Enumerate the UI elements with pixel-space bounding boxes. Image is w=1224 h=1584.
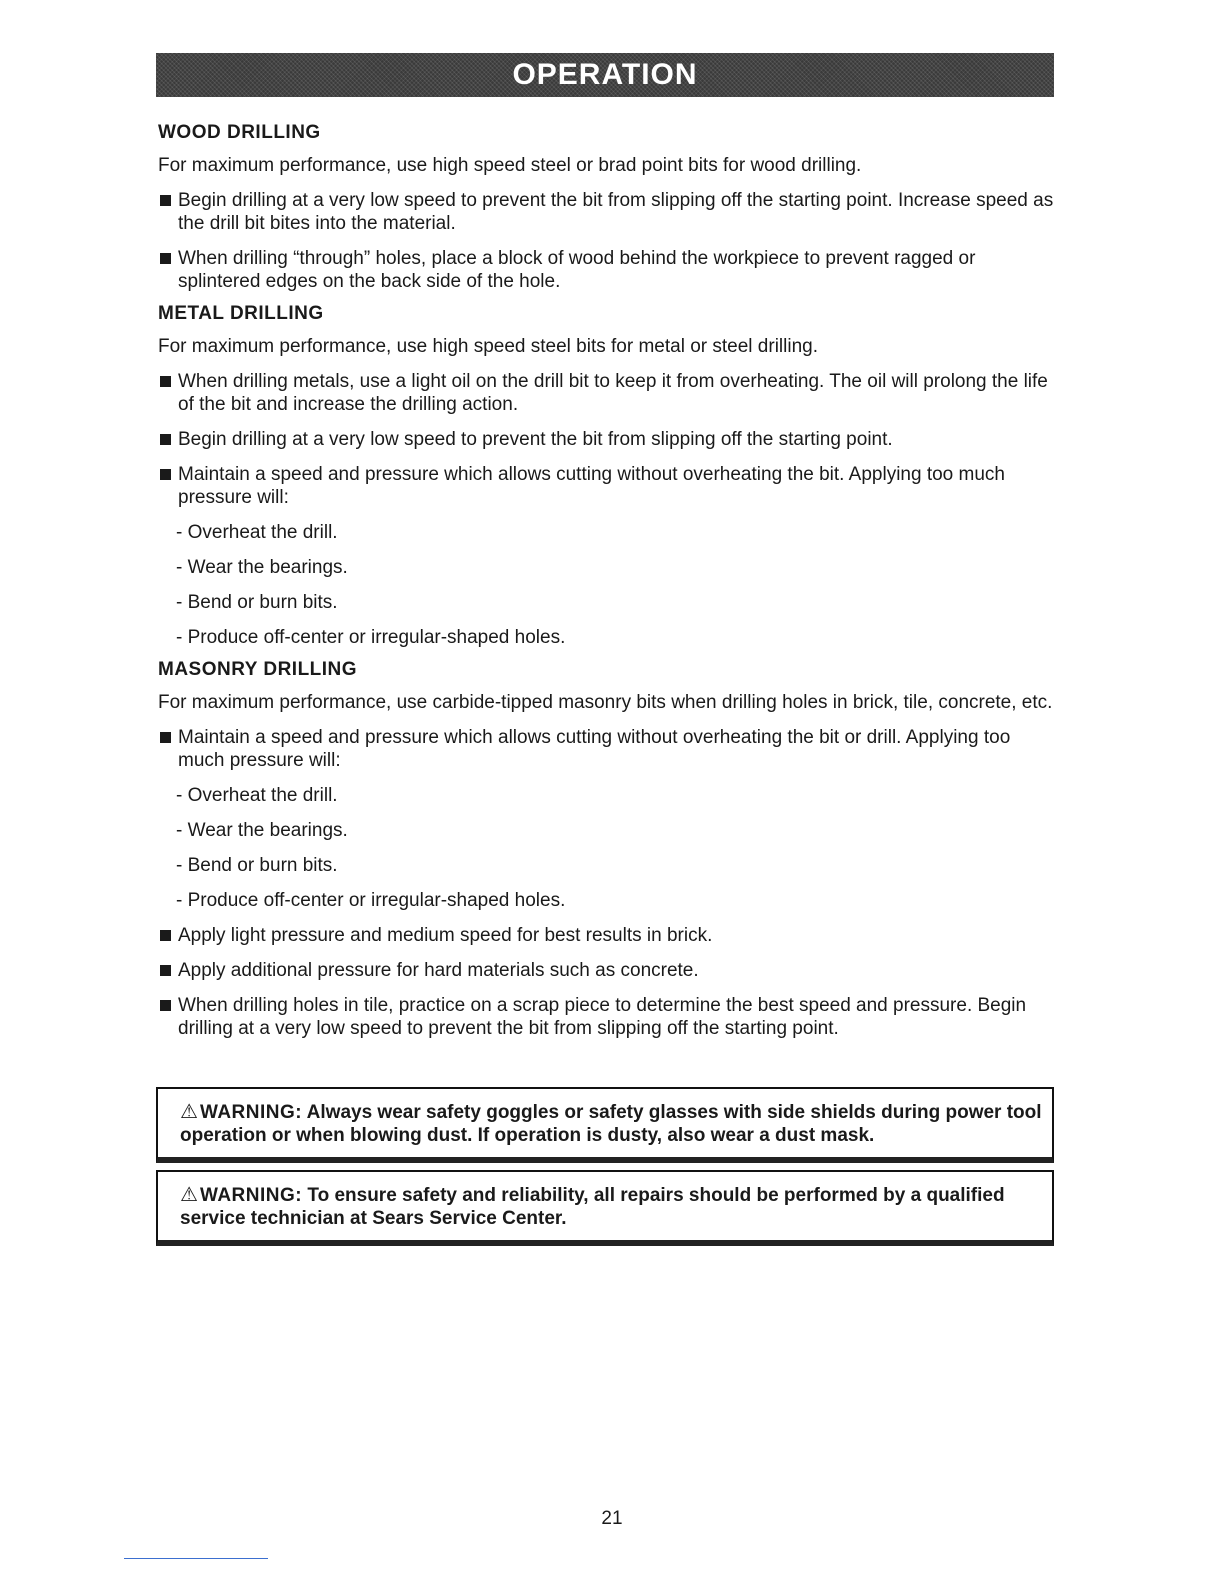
sub-item: - Overheat the drill. — [176, 522, 338, 543]
section-intro-wood: For maximum performance, use high speed steel or brad point bits for wood drilling. — [158, 155, 862, 176]
warning-triangle-icon: ⚠ — [180, 1184, 198, 1206]
bullet-list-wood — [158, 189, 1058, 293]
bullet-item: When drilling holes in tile, practice on a scrap piece to determine the best speed and pressure. Begin drilling at a very low speed to prevent the bit from slipping off the starting point. — [158, 994, 1058, 1040]
bullet-list-masonry — [158, 726, 1058, 772]
sub-item: - Bend or burn bits. — [176, 855, 338, 876]
sub-item: - Produce off-center or irregular-shaped holes. — [176, 890, 566, 911]
bullet-item: Maintain a speed and pressure which allows cutting without overheating the bit. Applying too much pressure will: — [158, 463, 1058, 509]
section-intro-metal: For maximum performance, use high speed steel bits for metal or steel drilling. — [158, 336, 818, 357]
bullet-item: Apply light pressure and medium speed for best results in brick. — [158, 924, 1058, 947]
bullet-item: When drilling “through” holes, place a block of wood behind the workpiece to prevent ragged or splintered edges on the back side of the hole. — [158, 247, 1058, 293]
sub-item: - Overheat the drill. — [176, 785, 338, 806]
bullet-item: When drilling metals, use a light oil on the drill bit to keep it from overheating. The oil will prolong the life of the bit and increase the drilling action. — [158, 370, 1058, 416]
sub-item: - Wear the bearings. — [176, 557, 348, 578]
sub-list-masonry — [158, 784, 1058, 912]
section-banner — [156, 53, 1054, 97]
warning-text: Always wear safety goggles or safety glasses with side shields during power tool operation or when blowing dust. If operation is dusty, also wear a dust mask. — [180, 1102, 1042, 1146]
warning-text: To ensure safety and reliability, all repairs should be performed by a qualified service technician at Sears Service Center. — [180, 1185, 1005, 1229]
bullet-list-metal — [158, 370, 1058, 509]
warning-box-repairs — [156, 1170, 1054, 1246]
section-heading-metal: METAL DRILLING — [158, 303, 324, 324]
bullet-item: Maintain a speed and pressure which allows cutting without overheating the bit or drill. Applying too much pressure will: — [158, 726, 1058, 772]
warning-label: WARNING: — [199, 1102, 303, 1123]
bullet-item: Begin drilling at a very low speed to prevent the bit from slipping off the starting point. Increase speed as the drill bit bites into the material. — [158, 189, 1058, 235]
bullet-item: Begin drilling at a very low speed to prevent the bit from slipping off the starting point. — [158, 428, 1058, 451]
sub-item: - Bend or burn bits. — [176, 592, 338, 613]
banner-title: OPERATION — [512, 58, 698, 91]
sub-item: - Produce off-center or irregular-shaped holes. — [176, 627, 566, 648]
page-number: 21 — [601, 1508, 623, 1529]
sub-item: - Wear the bearings. — [176, 820, 348, 841]
page-content — [158, 122, 1058, 1052]
warning-box-goggles — [156, 1087, 1054, 1163]
bullet-list-masonry-after — [158, 924, 1058, 1040]
section-intro-masonry: For maximum performance, use carbide-tipped masonry bits when drilling holes in brick, tile, concrete, etc. — [158, 692, 1053, 713]
bullet-item: Apply additional pressure for hard materials such as concrete. — [158, 959, 1058, 982]
footer-divider — [124, 1558, 268, 1559]
sub-list-metal — [158, 521, 1058, 649]
section-heading-wood: WOOD DRILLING — [158, 122, 321, 143]
warning-triangle-icon: ⚠ — [180, 1101, 198, 1123]
section-heading-masonry: MASONRY DRILLING — [158, 659, 358, 680]
warning-label: WARNING: — [199, 1185, 303, 1206]
